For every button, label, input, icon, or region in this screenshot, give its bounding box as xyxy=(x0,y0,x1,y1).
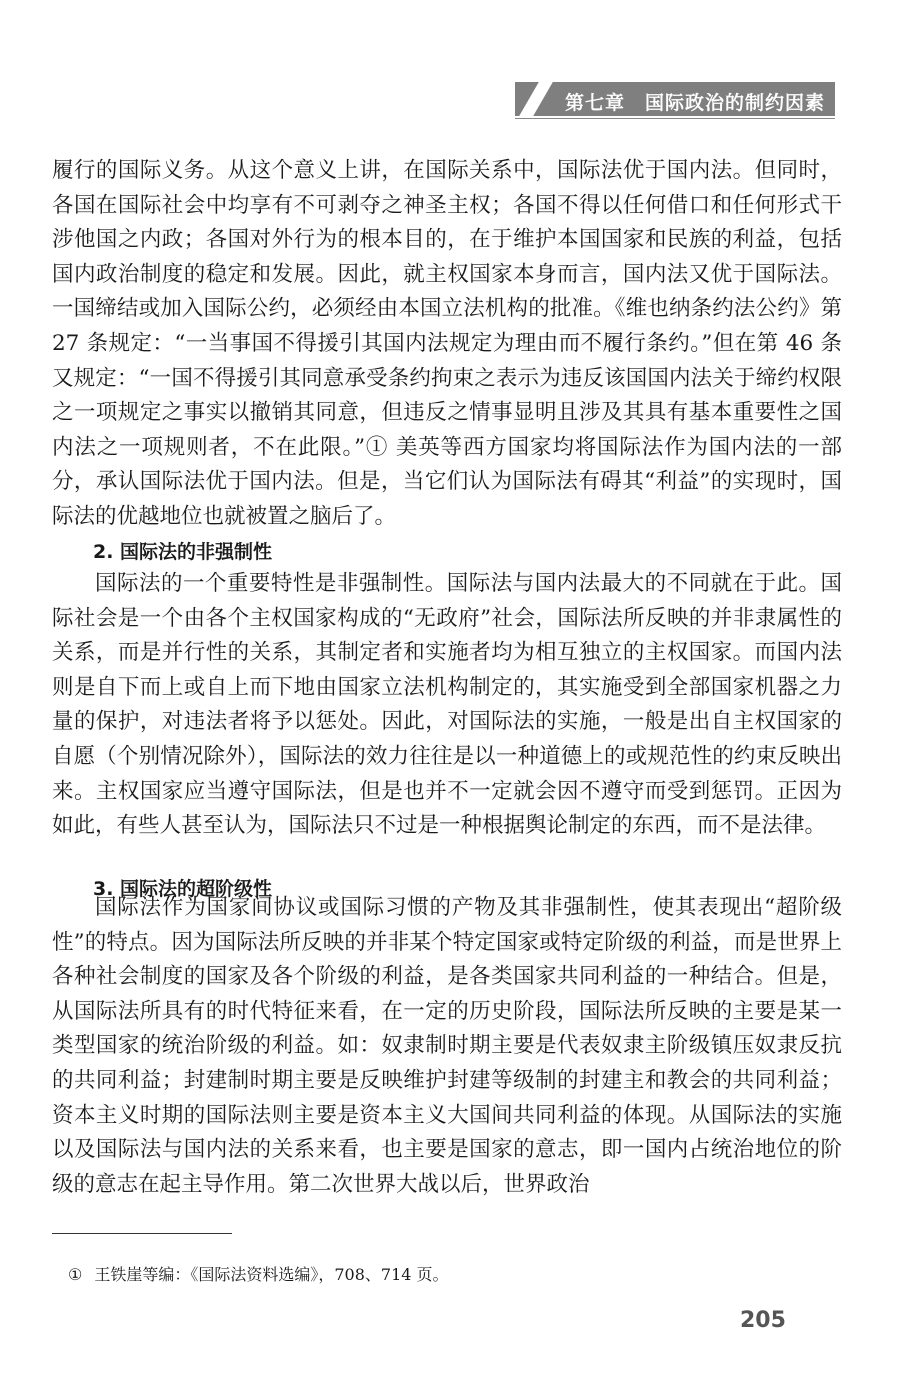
footnote-text: 王铁崖等编：《国际法资料选编》，708、714 页。 xyxy=(94,1265,449,1284)
footnote xyxy=(68,1262,449,1285)
chapter-title: 第七章 国际政治的制约因素 xyxy=(565,92,826,114)
paragraph-2: 国际法的一个重要特性是非强制性。国际法与国内法最大的不同就在于此。国际社会是一个由各个主权国家构成的“无政府”社会，国际法所反映的并非隶属性的关系，而是并行性的关系，其制定者和实施者均为相互独立的主权国家。而国内法则是自下而上或自上而下地由国家立法机构制定的，其实施受到全部国家机器之力量的保护，对违法者将予以惩处。因此，对国际法的实施，一般是出自主权国家的自愿（个别情况除外），国际法的效力往往是以一种道德上的或规范性的约束反映出来。主权国家应当遵守国际法，但是也并不一定就会因不遵守而受到惩罚。正因为如此，有些人甚至认为，国际法只不过是一种根据舆论制定的东西，而不是法律。 xyxy=(52,571,842,839)
header-rule xyxy=(515,118,835,119)
footnote-marker: ① xyxy=(68,1265,83,1284)
page-number: 205 xyxy=(740,1308,786,1333)
chapter-header xyxy=(515,82,835,116)
paragraph-3: 国际法作为国家间协议或国际习惯的产物及其非强制性，使其表现出“超阶级性”的特点。因为国际法所反映的并非某个特定国家或特定阶级的利益，而是世界上各种社会制度的国家及各个阶级的利益，是各类国家共同利益的一种结合。但是，从国际法所具有的时代特征来看，在一定的历史阶段，国际法所反映的主要是某一类型国家的统治阶级的利益。如：奴隶制时期主要是代表奴隶主阶级镇压奴隶反抗的共同利益；封建制时期主要是反映维护封建等级制的封建主和教会的共同利益；资本主义时期的国际法则主要是资本主义大国间共同利益的体现。从国际法的实施以及国际法与国内法的关系来看，也主要是国家的意志，即一国内占统治地位的阶级的意志在起主导作用。第二次世界大战以后，世界政治 xyxy=(52,895,842,1197)
section-heading-2: 2. 国际法的非强制性 xyxy=(93,541,273,563)
section-heading-3: 3. 国际法的超阶级性 xyxy=(93,878,273,900)
footnote-rule xyxy=(52,1233,232,1234)
paragraph-1: 履行的国际义务。从这个意义上讲，在国际关系中，国际法优于国内法。但同时，各国在国际社会中均享有不可剥夺之神圣主权；各国不得以任何借口和任何形式干涉他国之内政；各国对外行为的根本目的，在于维护本国国家和民族的利益，包括国内政治制度的稳定和发展。因此，就主权国家本身而言，国内法又优于国际法。一国缔结或加入国际公约，必须经由本国立法机构的批准。《维也纳条约法公约》第 27 条规定：“一当事国不得援引其国内法规定为理由而不履行条约。”但在第 46 条又规定：“一国不得援引其同意承受条约拘束之表示为违反该国国内法关于缔约权限之一项规定之事实以撤销其同意，但违反之情事显明且涉及其具有基本重要性之国内法之一项规则者，不在此限。”① 美英等西方国家均将国际法作为国内法的一部分，承认国际法优于国内法。但是，当它们认为国际法有碍其“利益”的实现时，国际法的优越地位也就被置之脑后了。 xyxy=(52,158,842,529)
header-slash-decoration xyxy=(519,82,553,116)
